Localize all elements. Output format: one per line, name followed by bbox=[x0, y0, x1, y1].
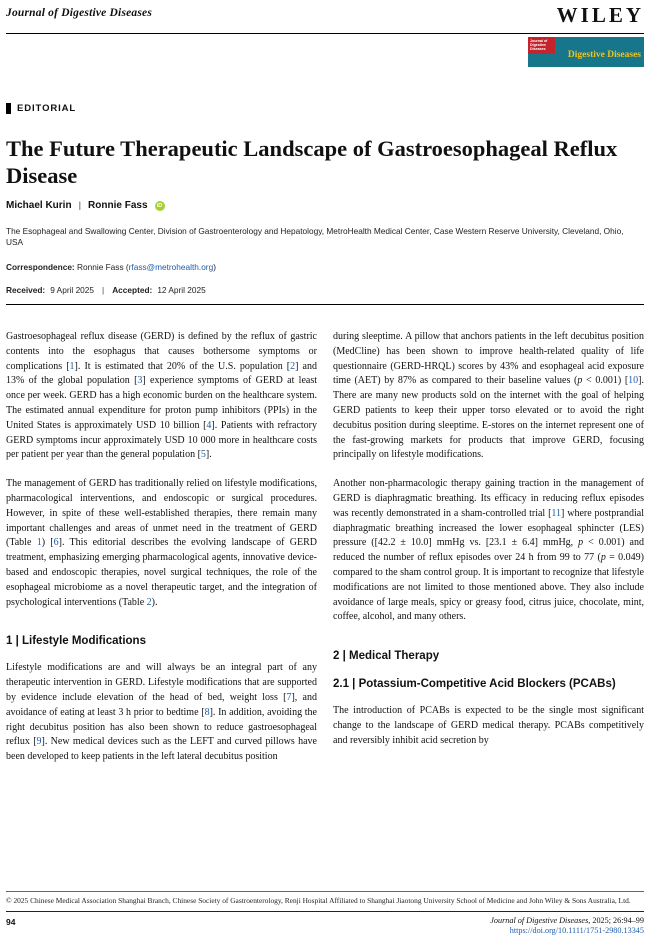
citation-link[interactable]: 8 bbox=[204, 706, 210, 718]
citation-link[interactable]: 9 bbox=[36, 736, 42, 748]
masthead bbox=[6, 0, 644, 29]
footer-row bbox=[6, 911, 644, 936]
section-heading-lifestyle-modifications: 1 | Lifestyle Modifications bbox=[6, 635, 146, 648]
page-footer bbox=[6, 891, 644, 936]
body-paragraph: during sleeptime. A pillow that anchors patients in the left decubitus position (MedCline) has been shown to improve health-related quality of life questionnaire (GERD-HRQL) scores by 43% and esophageal acid exposure time (AET) by 87% as compared to their baseline values (p < 0.001) [10]. There are many new products sold on the internet with the goal of helping GERD patients to keep their upper torso elevated or to avoid the right decubitus position during sleeptime. E-stores on the internet represent one of the fast-growing markets for products that improve GERD, focusing principally on lifestyle modifications. bbox=[333, 331, 644, 461]
accepted-date: 12 April 2025 bbox=[157, 285, 206, 295]
journal-citation-rest: , 2025; 26:94–99 bbox=[588, 916, 644, 925]
table-reference-link[interactable]: 2 bbox=[146, 596, 152, 608]
article-type-label bbox=[6, 103, 644, 114]
author-line bbox=[6, 200, 644, 211]
body-paragraph: Lifestyle modifications are and will always be an integral part of any therapeutic intervention in GERD. Lifestyle modifications that are supported by evidence include elevation of the head of bed, weight loss [7], and avoidance of eating at least 3 h prior to bedtime [8]. In addition, avoiding the right decubitus position has also been shown to reduce gastroesophageal reflux [9]. New medical devices such as the LEFT and curved pillows have been developed to keep patients in the left lateral decubitus position bbox=[6, 662, 317, 763]
citation-link[interactable]: 10 bbox=[628, 375, 639, 387]
section-heading-medical-therapy: 2 | Medical Therapy bbox=[333, 650, 440, 663]
dates-separator: | bbox=[102, 285, 105, 295]
correspondence-label: Correspondence: bbox=[6, 262, 75, 272]
correspondence-name: Ronnie Fass bbox=[77, 262, 124, 272]
body-paragraph: Gastroesophageal reflux disease (GERD) is defined by the reflux of gastric contents into the esophagus that causes bothersome symptoms or complications [1]. It is estimated that 20% of the U.S. population [2] and 13% of the global population [3] experience symptoms of GERD at least once per week. GERD has a high economic burden on the healthcare system. The estimated annual expenditure for proton pump inhibitors (PPIs) in the United States is approximately USD 10 billion [4]. Patients with refractory GERD symptoms incur approximately USD 10 000 more in healthcare costs per patient per year than the general population [5]. bbox=[6, 331, 318, 461]
journal-citation bbox=[490, 916, 644, 936]
accepted-label: Accepted: bbox=[112, 285, 153, 295]
journal-cover-thumbnail bbox=[528, 37, 644, 67]
author-name-2: Ronnie Fass bbox=[88, 200, 148, 211]
journal-name-masthead: Journal of Digestive Diseases bbox=[6, 7, 153, 19]
header-body-divider bbox=[6, 304, 644, 305]
left-column bbox=[6, 330, 317, 779]
article-body bbox=[6, 330, 644, 779]
article-type-marker-icon bbox=[6, 103, 11, 114]
wiley-logo: WILEY bbox=[556, 3, 644, 27]
author-name-1: Michael Kurin bbox=[6, 200, 72, 211]
journal-citation-line bbox=[490, 916, 644, 925]
correspondence-email-link[interactable]: rfass@metrohealth.org bbox=[128, 262, 214, 272]
page-number: 94 bbox=[6, 917, 16, 927]
history-line bbox=[6, 285, 644, 295]
citation-link[interactable]: 5 bbox=[200, 449, 206, 461]
masthead-divider bbox=[6, 33, 644, 34]
cover-red-tab: Journal of Digestive Diseases bbox=[528, 37, 555, 54]
cover-journal-title: Digestive Diseases bbox=[567, 50, 641, 60]
citation-link[interactable]: 3 bbox=[137, 375, 143, 387]
correspondence-line: Correspondence: Ronnie Fass (rfass@metrohealth.org) bbox=[6, 262, 216, 272]
citation-link[interactable]: 6 bbox=[53, 537, 59, 549]
citation-link[interactable]: 2 bbox=[290, 360, 296, 372]
affiliation-text: The Esophageal and Swallowing Center, Division of Gastroenterology and Hepatology, MetroHealth Medical Center, Case Western Reserve University, Cleveland, Ohio, USA bbox=[6, 226, 624, 247]
doi-link[interactable]: https://doi.org/10.1111/1751-2980.13345 bbox=[509, 926, 644, 935]
article-title: The Future Therapeutic Landscape of Gastroesophageal Reflux Disease bbox=[6, 136, 618, 188]
right-column bbox=[333, 330, 644, 779]
journal-citation-title: Journal of Digestive Diseases bbox=[490, 916, 589, 925]
citation-link[interactable]: 1 bbox=[69, 360, 75, 372]
citation-link[interactable]: 7 bbox=[286, 691, 292, 703]
author-separator: | bbox=[78, 200, 82, 211]
citation-link[interactable]: 11 bbox=[551, 507, 562, 519]
table-reference-link[interactable]: 1 bbox=[36, 537, 42, 549]
copyright-divider bbox=[6, 891, 644, 892]
received-label: Received: bbox=[6, 285, 46, 295]
article-type-text: EDITORIAL bbox=[17, 103, 77, 114]
body-paragraph: Another non-pharmacologic therapy gaining traction in the management of GERD is diaphragmatic breathing. Its efficacy in reducing reflux episodes was recently demonstrated in a sham-controlled trial [11] where postprandial diaphragmatic breathing increased the lower esophageal sphincter (LES) pressure ([42.2 ± 10.0] mmHg vs. [23.1 ± 6.4] mmHg, p < 0.001) and reduced the number of reflux episodes over 24 h from 99 to 77 (p = 0.049) compared to the sham control group. It is important to recognize that lifestyle modifications are not limited to those mentioned above. They also include avoidance of large meals, spicy or greasy food, citrus juice, chocolate, mint, coffee, alcohol, and many others. bbox=[333, 478, 644, 623]
body-paragraph: The introduction of PCABs is expected to be the single most significant change to the landscape of GERD medical therapy. PCABs competitively and reversibly inhibit acid secretion by bbox=[333, 705, 644, 746]
section-heading-pcabs: 2.1 | Potassium-Competitive Acid Blockers (PCABs) bbox=[333, 678, 616, 691]
copyright-text: © 2025 Chinese Medical Association Shanghai Branch, Chinese Society of Gastroenterology, Renji Hospital Affiliated to Shanghai Jiaotong University School of Medicine and John Wiley & Sons Australia, Ltd. bbox=[6, 896, 631, 906]
orcid-icon[interactable]: iD bbox=[155, 201, 165, 211]
received-date: 9 April 2025 bbox=[50, 285, 95, 295]
citation-link[interactable]: 4 bbox=[206, 419, 212, 431]
body-paragraph: The management of GERD has traditionally relied on lifestyle modifications, pharmacological interventions, and endoscopic or surgical procedures. However, in spite of these well-established therapies, there remain many important challenges and areas of unmet need in the treatment of GERD (Table 1) [6]. This editorial describes the evolving landscape of GERD treatment, emphasizing emerging pharmacological agents, innovative device-based and endoscopic therapies, novel surgical techniques, the role of the esophageal microbiome as a novel therapeutic target, and the integration of psychological interventions (Table 2). bbox=[6, 478, 317, 608]
